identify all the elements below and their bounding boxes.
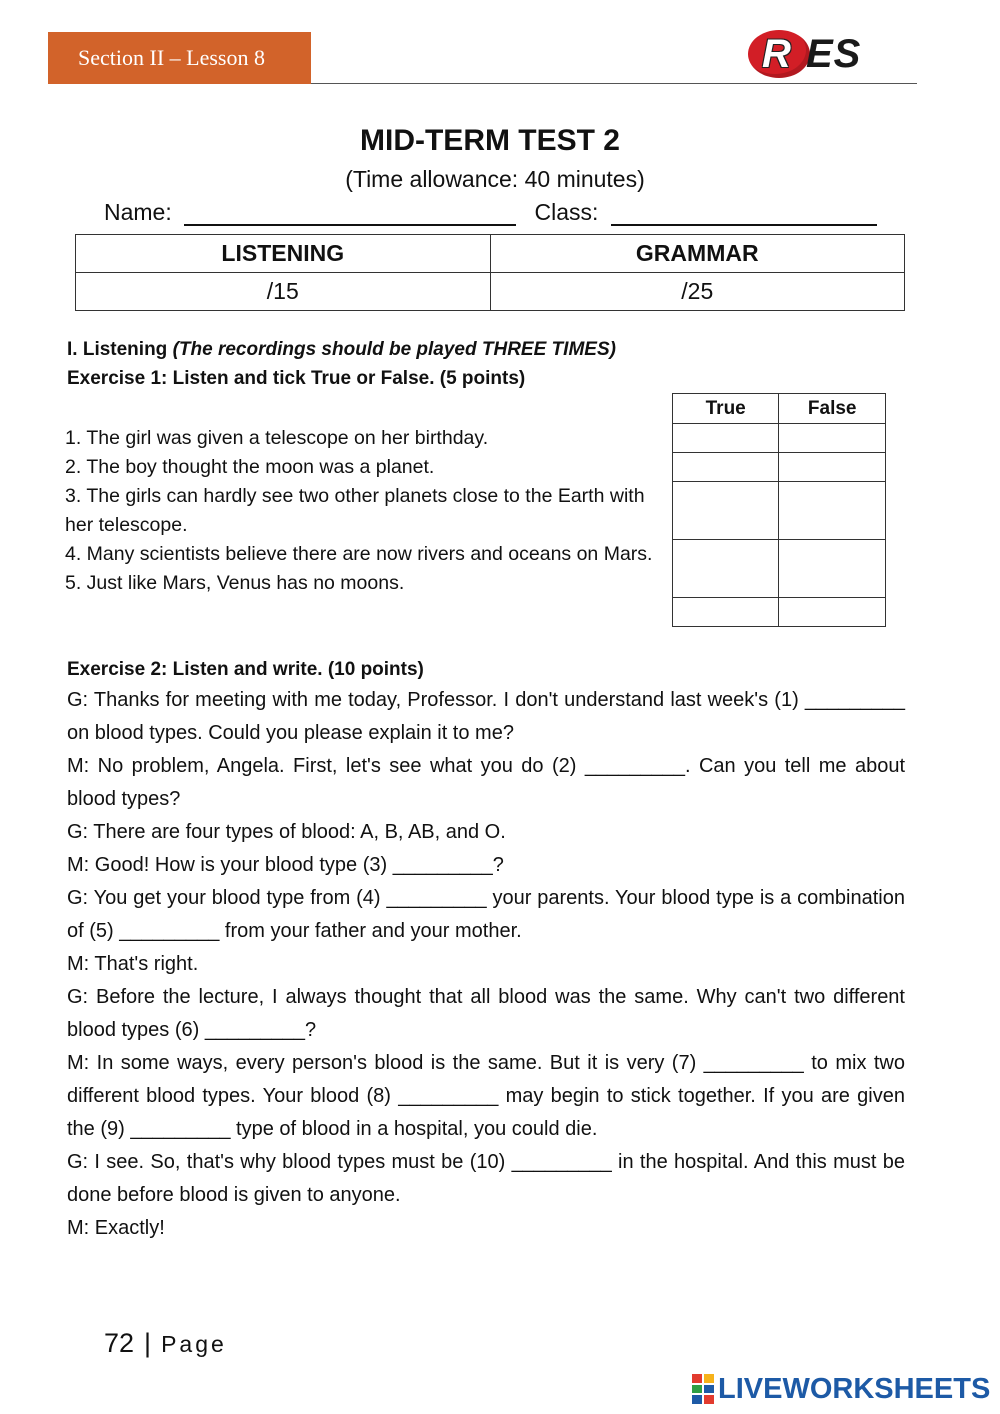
tick-true-2[interactable] — [673, 453, 779, 482]
tick-false-5[interactable] — [779, 598, 886, 627]
tick-false-1[interactable] — [779, 424, 886, 453]
exercise-2-heading: Exercise 2: Listen and write. (10 points) — [67, 659, 424, 680]
name-label: Name: — [104, 199, 172, 225]
score-header-grammar: GRAMMAR — [490, 235, 904, 273]
liveworksheets-text: LIVEWORKSHEETS — [718, 1372, 991, 1405]
exercise-1-items — [65, 424, 665, 598]
tick-true-4[interactable] — [673, 540, 779, 598]
time-allowance: (Time allowance: 40 minutes) — [345, 166, 645, 192]
page-number-value: 72 — [104, 1328, 135, 1358]
res-logo — [748, 30, 878, 80]
score-table — [75, 234, 905, 311]
name-class-row — [104, 199, 877, 226]
tick-false-2[interactable] — [779, 453, 886, 482]
tick-true-3[interactable] — [673, 482, 779, 540]
class-field[interactable] — [611, 200, 877, 226]
tick-true-5[interactable] — [673, 598, 779, 627]
dialogue-line: M: Exactly! — [67, 1217, 165, 1239]
section-label: Section II – Lesson 8 — [48, 32, 311, 84]
dialogue-line: M: No problem, Angela. First, let's see what you do (2) _________. Can you tell me about blood types? — [67, 755, 905, 810]
dialogue-line: M: In some ways, every person's blood is the same. But it is very (7) _________ to mix two different blood types. Your blood (8) _________ may begin to stick together. If you are given the (9) _________ type of blood in a hospital, you could die. — [67, 1052, 905, 1140]
tick-false-3[interactable] — [779, 482, 886, 540]
class-label: Class: — [534, 199, 599, 225]
tick-true-1[interactable] — [673, 424, 779, 453]
tick-false-4[interactable] — [779, 540, 886, 598]
statement-5: 5. Just like Mars, Venus has no moons. — [65, 572, 405, 594]
score-grammar: /25 — [490, 273, 904, 311]
liveworksheets-icon — [692, 1374, 714, 1404]
tf-header-false: False — [779, 394, 886, 424]
logo-es-text: ES — [806, 32, 862, 76]
page-number: 72 | Page — [104, 1328, 227, 1358]
listening-instruction: (The recordings should be played THREE TIMES) — [172, 339, 616, 360]
dialogue-line: M: That's right. — [67, 953, 199, 975]
liveworksheets-watermark — [692, 1372, 990, 1406]
test-title: MID-TERM TEST 2 — [360, 124, 620, 157]
name-field[interactable] — [184, 200, 516, 226]
page-word: Page — [161, 1331, 227, 1357]
statement-3: 3. The girls can hardly see two other planets close to the Earth with her telescope. — [65, 485, 645, 536]
tf-header-true: True — [673, 394, 779, 424]
dialogue-line: G: I see. So, that's why blood types must be (10) _________ in the hospital. And this must be done before blood is given to anyone. — [67, 1151, 905, 1206]
score-listening: /15 — [76, 273, 491, 311]
dialogue-line: M: Good! How is your blood type (3) _________? — [67, 854, 504, 876]
score-header-listening: LISTENING — [76, 235, 491, 273]
dialogue-line: G: You get your blood type from (4) _________ your parents. Your blood type is a combination of (5) _________ from your father and your mother. — [67, 887, 905, 942]
dialogue-line: G: Before the lecture, I always thought that all blood was the same. Why can't two different blood types (6) _________? — [67, 986, 905, 1041]
header-divider — [311, 83, 917, 84]
true-false-table — [672, 393, 886, 627]
exercise-2-dialogue — [67, 684, 905, 1245]
statement-4: 4. Many scientists believe there are now rivers and oceans on Mars. — [65, 543, 653, 565]
statement-2: 2. The boy thought the moon was a planet. — [65, 456, 435, 478]
exercise-1-heading: Exercise 1: Listen and tick True or False. (5 points) — [67, 368, 526, 389]
logo-r-badge: R — [748, 30, 810, 78]
dialogue-line: G: There are four types of blood: A, B, AB, and O. — [67, 821, 506, 843]
statement-1: 1. The girl was given a telescope on her birthday. — [65, 427, 489, 449]
listening-heading: I. Listening (The recordings should be played THREE TIMES) — [67, 339, 616, 360]
dialogue-line: G: Thanks for meeting with me today, Professor. I don't understand last week's (1) _________ on blood types. Could you please explain it to me? — [67, 689, 905, 744]
